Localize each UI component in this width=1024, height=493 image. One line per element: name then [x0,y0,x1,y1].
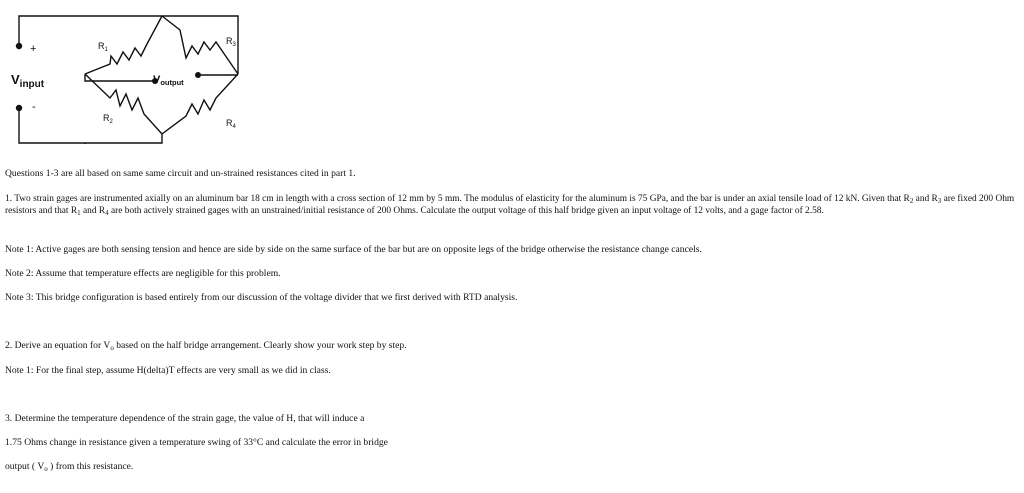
bridge-circuit-diagram [0,0,260,160]
top-wire [19,16,238,74]
vinput-label: Vinput [11,72,45,90]
minus-label: - [32,101,36,113]
question-2-note: Note 1: For the final step, assume H(delta)T effects are very small as we did in class. [5,365,331,376]
question-3-line-1: 3. Determine the temperature dependence of the strain gage, the value of H, that will induce a [5,413,365,424]
note-1: Note 1: Active gages are both sensing tension and hence are side by side on the same surface of the bar but are on opposite legs of the bridge otherwise the resistance change cancels. [5,244,702,255]
r1-label: R1 [98,41,108,53]
vout-right-node [195,72,201,78]
r4-label: R4 [226,118,236,130]
r1-resistor [85,16,162,74]
midpoint-wire [85,74,155,81]
plus-label: + [30,43,37,55]
note-3: Note 3: This bridge configuration is based entirely from our discussion of the voltage divider that we first derived with RTD analysis. [5,292,518,303]
r2-resistor [85,74,162,134]
bottom-wire [19,108,85,144]
bottom-link [85,134,162,143]
question-3-line-2: 1.75 Ohms change in resistance given a temperature swing of 33°C and calculate the error in bridge [5,437,388,448]
intro-text: Questions 1-3 are all based on same same circuit and un-strained resistances cited in part 1. [5,168,356,179]
voutput-label: Voutput [153,74,184,87]
r3-label: R3 [226,36,236,48]
question-2: 2. Derive an equation for $V_o$ based on the half bridge arrangement. Clearly show your work step by step. [5,340,407,352]
plus-terminal [16,43,22,49]
note-2: Note 2: Assume that temperature effects are negligible for this problem. [5,268,281,279]
r2-label: R2 [103,113,113,125]
question-3-line-3: output ( $V_o$ ) from this resistance. [5,461,134,473]
minus-terminal [16,105,22,111]
question-1: 1. Two strain gages are instrumented axially on an aluminum bar 18 cm in length with a cross section of 12 mm by 5 mm. The modulus of elasticity for the aluminum is 75 GPa, and the bar is under an axial tensile load of 12 kN. Given that $R_2$ and $R_3$ are fixed 200 Ohm resistors and that $R_1$ and $R_4$ are both actively strained gages with an unstrained/initial resistance of 200 Ohms. Calculate the output voltage of this half bridge given an input voltage of 12 volts, and a gage factor of 2.58. [5,194,1015,217]
